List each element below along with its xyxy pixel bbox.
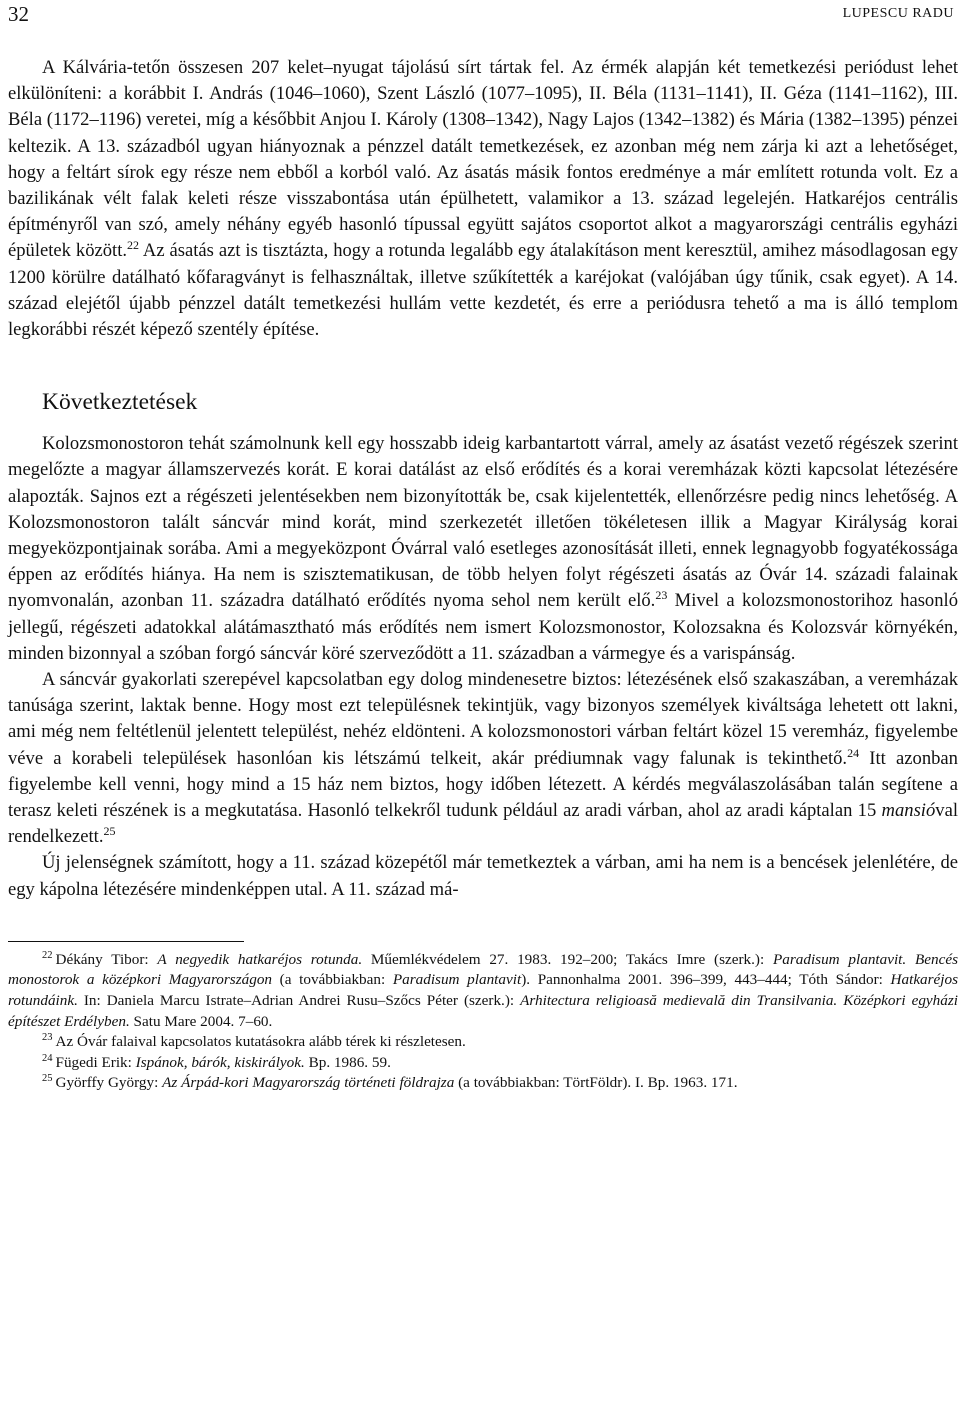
section-heading: Következtetések: [42, 389, 198, 416]
footnote-number: 22: [42, 949, 53, 961]
page-header: [8, 0, 958, 40]
footnote-ref-24[interactable]: 24: [847, 745, 860, 760]
paragraph-3-italic-term: mansió: [881, 800, 936, 822]
footnote-text: ). Pannonhalma 2001. 396–399, 443–444; Tóth Sándor:: [521, 971, 891, 989]
body-text: [8, 55, 958, 903]
footnote-ref-23[interactable]: 23: [655, 588, 668, 603]
footnote-title: A negyedik hatkaréjos rotunda.: [157, 950, 363, 968]
footnote-title: Az Árpád-kori Magyarország történeti földrajza: [162, 1074, 455, 1092]
footnote-number: 23: [42, 1032, 53, 1044]
footnote-22: [8, 950, 958, 1032]
paragraph-1-text-a: A Kálvária-tetőn összesen 207 kelet–nyugat tájolású sírt tártak fel. Az érmék alapján két temetkezési periódust lehet elkülöníteni: a korábbit I. András (1046–1060), Szent László (1077–1095), II. Béla (1131–1141), II. Géza (1141–1162), III. Béla (1172–1196) veretei, míg a későbbit Anjou I. Károly (1308–1342), Nagy Lajos (1342–1382) és Mária (1382–1395) pénzei keltezik. A 13. századból ugyan hiányoznak a pénzzel datált temetkezések, ez azonban még nem zárja ki azt a lehetőséget, hogy a feltárt sírok egy része nem ebből a korból való. Az ásatás másik fontos eredménye a már említett rotunda volt. Ez a bazilikának vélt falak keleti része visszabontása után épülhetett, valamikor a 13. század legelején. Hatkaréjos centrális építményről van szó, amely néhány egyéb hasonló típussal együtt sajátos csoportot alkot a magyarországi centrális egyházi épületek között.: [8, 57, 958, 262]
footnote-text: In: Daniela Marcu Istrate–Adrian Andrei Rusu–Szőcs Péter (szerk.):: [77, 992, 521, 1010]
paragraph-3: [8, 667, 958, 850]
footnote-title: Paradisum plantavit: [392, 971, 522, 989]
footnote-ref-22[interactable]: 22: [127, 238, 140, 253]
footnote-text: Györffy György:: [55, 1074, 163, 1092]
footnote-24: [8, 1053, 958, 1074]
footnote-text: Fügedi Erik:: [55, 1053, 136, 1071]
paragraph-3-text-a: A sáncvár gyakorlati szerepével kapcsolatban egy dolog mindenesetre biztos: létezésének első szakaszában, a veremházak tanúsága szerint, laktak benne. Hogy most ezt településnek tekintjük, vagy bizonyos személyek kiváltsága lehetett ott lakni, ami még nem feltétlenül jelentett települést, nehéz eldönteni. A kolozsmonostori várban feltárt közel 15 veremház, figyelembe véve a korabeli települések hasonlóan kis létszámú telkeit, akár prédiumnak vagy falunak is tekinthető.: [8, 669, 958, 769]
running-head: LUPESCU RADU: [842, 6, 954, 21]
footnote-text: (a továbbiakban:: [272, 971, 393, 989]
paragraph-3-text-b: Itt azonban figyelembe kell venni, hogy mind a 15 ház nem biztos, hogy időben létezett. A kérdés megválaszolásában talán segítene a terasz keleti részének is a megkutatása. Hasonló telkekről tudunk például az aradi várban, ahol az aradi káptalan 15: [8, 747, 958, 822]
footnote-text: Satu Mare 2004. 7–60.: [129, 1012, 273, 1030]
footnote-text: Bp. 1986. 59.: [304, 1053, 391, 1071]
footnote-title: Arhitectura religioasă medievală din Transilvania. Középkori egyházi építészet Erdélyben.: [8, 992, 958, 1030]
footnote-title: Paradisum plantavit. Bencés monostorok a középkori Magyarországon: [8, 950, 958, 989]
footnote-number: 24: [42, 1052, 53, 1064]
paragraph-2-text-b: Mivel a kolozsmonostorihoz hasonló jellegű, régészeti adatokkal alátámasztható más erődítés nem ismert Kolozsmonostor, Kolozsakna és Kolozsvár környékén, minden bizonnyal a szóban forgó sáncvár köré szerveződött a 11. században a vármegye és a varispánság.: [8, 590, 958, 664]
footnote-text: Dékány Tibor:: [55, 950, 158, 968]
footnote-separator: [8, 941, 244, 942]
footnote-text: Műemlékvédelem 27. 1983. 192–200; Takács Imre (szerk.):: [362, 950, 773, 968]
footnote-ref-25[interactable]: 25: [103, 824, 116, 839]
footnotes: [8, 950, 958, 1094]
paragraph-2-text-a: Kolozsmonostoron tehát számolnunk kell egy hosszabb ideig karbantartott várral, amely az ásatást vezető régészek szerint megelőzte a magyar államszervezés korát. E korai datálást az első erődítés és a korai veremházak közti kapcsolat létezésére alapozták. Sajnos ezt a régészeti jelentésekben nem bizonyították be, csak kijelentették, ellenőrzésre pedig nincs lehetőség. A Kolozsmonostoron talált sáncvár mind korát, mind szerkezetét illetően tökéletesen illik a Magyar Királyság korai megyeközpontjainak sorába. Ami a megyeközpont Óvárral való esetleges azonosítását illeti, ennek legnagyobb fogyatékossága éppen az erődítés hiánya. Ha nem is szisztematikusan, de több helyen folyt régészeti ásatás az Óvár 14. századi falainak nyomvonalán, azonban 11. századra datálható erődítés nyoma sehol nem került elő.: [8, 433, 958, 612]
footnote-number: 25: [42, 1073, 53, 1085]
footnote-25: [8, 1073, 958, 1094]
paragraph-1-text-b: Az ásatás azt is tisztázta, hogy a rotunda legalább egy átalakításon ment keresztül, amihez másodlagosan egy 1200 körülre datálható kőfaragványt is felhasználtak, illetve szűkítették a karéjokat (valójában úgy tűnik, csak egyet). A 14. század elejétől újabb pénzzel datált temetkezési hullám vette kezdetét, és erre a periódusra tehető a ma is álló templom legkorábbi részét képező szentély építése.: [8, 240, 958, 341]
footnote-text: (a továbbiakban: TörtFöldr). I. Bp. 1963. 171.: [454, 1074, 738, 1092]
footnote-text: Az Óvár falaival kapcsolatos kutatásokra alább térek ki részletesen.: [55, 1033, 466, 1051]
page-number: 32: [8, 2, 29, 26]
page: [8, 0, 958, 1094]
paragraph-3-text-c: val rendelkezett.: [8, 800, 958, 848]
paragraph-1: [8, 55, 958, 343]
paragraph-2: [8, 431, 958, 667]
paragraph-4: Új jelenségnek számított, hogy a 11. század közepétől már temetkeztek a várban, ami ha nem is a bencések jelenlétére, de egy kápolna létezésére mindenképpen utal. A 11. század má-: [8, 852, 958, 900]
footnote-title: Ispánok, bárók, kiskirályok.: [135, 1053, 305, 1071]
footnote-title: Hatkaréjos rotundáink.: [8, 971, 959, 1010]
footnote-23: [8, 1032, 958, 1053]
